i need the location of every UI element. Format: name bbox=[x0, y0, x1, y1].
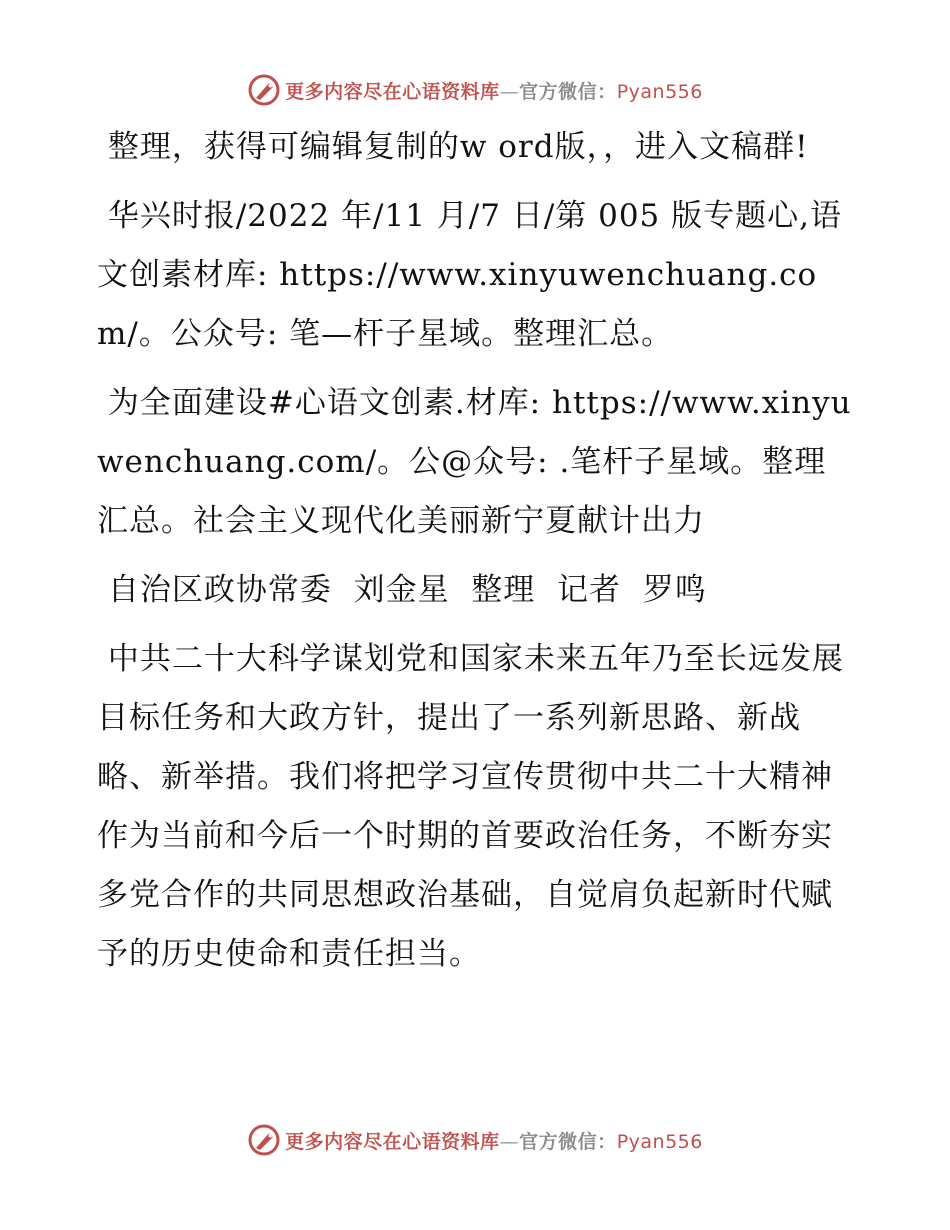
paragraph-headline: 为全面建设#心语文创素.材库: https://www.xinyuwenchuang.com/。公@众号: .笔杆子星域。整理汇总。社会主义现代化美丽新宁夏献计出力 bbox=[97, 385, 852, 539]
banner-wechat-label: 官方微信： bbox=[519, 1130, 617, 1153]
banner-text bbox=[285, 1127, 703, 1154]
banner-wechat-label: 官方微信： bbox=[519, 80, 617, 103]
banner-separator: — bbox=[499, 1130, 520, 1153]
paragraph-byline: 自治区政协常委 刘金星 整理 记者 罗鸣 bbox=[97, 572, 707, 608]
banner-separator: — bbox=[499, 80, 520, 103]
header-banner bbox=[0, 70, 950, 110]
banner-main-text: 更多内容尽在心语资料库 bbox=[285, 1130, 500, 1153]
paragraph-intro: 整理，获得可编辑复制的w ord版，，进入文稿群! bbox=[97, 129, 809, 165]
document-body bbox=[97, 118, 857, 994]
banner-wechat-id: Pyan556 bbox=[616, 80, 703, 103]
paragraph-body: 中共二十大科学谋划党和国家未来五年乃至长远发展目标任务和大政方针，提出了一系列新思路、新战略、新举措。我们将把学习宣传贯彻中共二十大精神作为当前和今后一个时期的首要政治任务，不断夯实多党合作的共同思想政治基础，自觉肩负起新时代赋予的历史使命和责任担当。 bbox=[97, 641, 844, 972]
pen-nib-logo-icon bbox=[247, 73, 281, 107]
banner-main-text: 更多内容尽在心语资料库 bbox=[285, 80, 500, 103]
banner-text bbox=[285, 77, 703, 104]
banner-wechat-id: Pyan556 bbox=[616, 1130, 703, 1153]
pen-nib-logo-icon bbox=[247, 1123, 281, 1157]
footer-banner bbox=[0, 1120, 950, 1160]
paragraph-source: 华兴时报/2022 年/11 月/7 日/第 005 版专题心,语文创素材库: https://www.xinyuwenchuang.com/。公众号: 笔—杆子星域。整理汇总。 bbox=[97, 198, 842, 352]
